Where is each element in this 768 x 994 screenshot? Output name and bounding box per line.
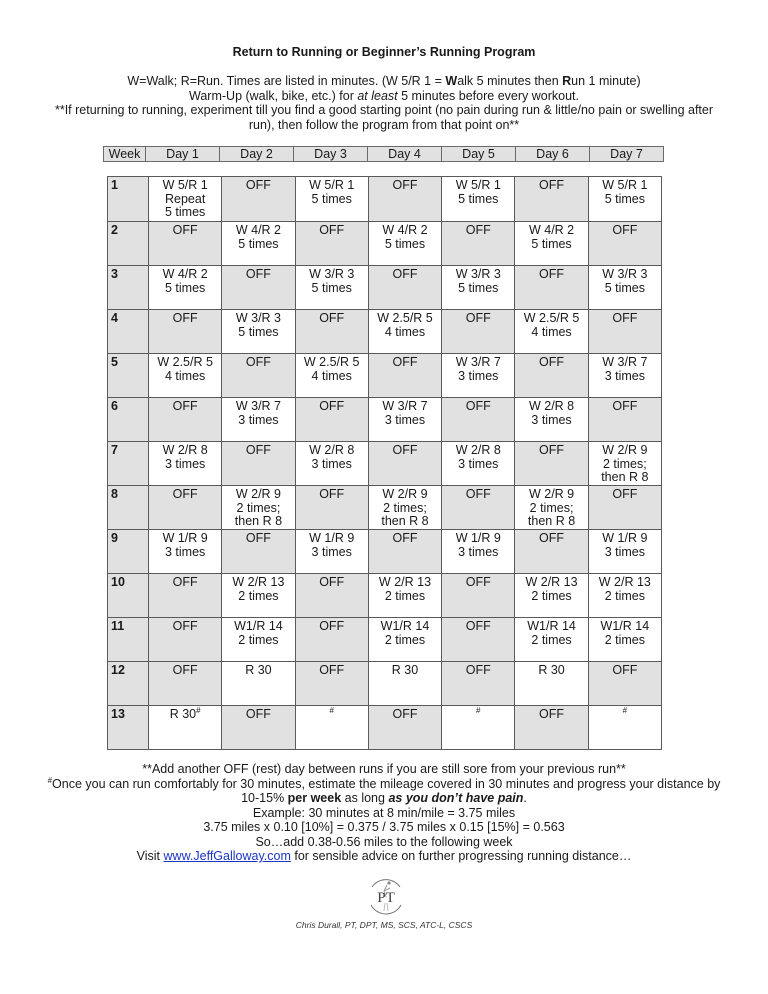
day-2-cell <box>222 310 295 354</box>
cell-line: W 1/R 9 <box>309 531 355 545</box>
cell-line: 2 times <box>531 588 572 603</box>
day-2-cell <box>222 266 295 310</box>
week-row-10 <box>108 574 662 618</box>
cell-line: 3 times <box>384 412 426 427</box>
cell-line: OFF <box>245 443 271 457</box>
cell-line: W 4/R 2 <box>382 223 428 237</box>
day-1-cell <box>149 486 222 530</box>
cell-line: W 2/R 9 <box>602 443 648 457</box>
week-number: 12 <box>108 662 149 706</box>
cell-line: 5 times <box>164 280 206 295</box>
day-7-cell <box>588 177 661 222</box>
warmup-line: Warm-Up (walk, bike, etc.) for at least 5 minutes before every workout. <box>189 88 579 103</box>
cell-line: 3 times <box>164 544 206 559</box>
cell-line: OFF <box>612 311 638 325</box>
cell-line: W 2.5/R 5 <box>523 311 580 325</box>
cell-line: W 2/R 8 <box>455 443 501 457</box>
day-3-cell <box>295 266 368 310</box>
cell-line: 2 times <box>384 588 426 603</box>
cell-line: OFF <box>245 267 271 281</box>
cell-line: 3 times <box>311 544 352 559</box>
week-number: 2 <box>108 222 149 266</box>
cell-line: W 4/R 2 <box>162 267 208 281</box>
cell-line: OFF <box>172 663 198 677</box>
cell-line: OFF <box>392 178 418 192</box>
cell-line: OFF <box>319 487 345 501</box>
cell-line: OFF <box>539 443 565 457</box>
day-4-cell <box>368 662 441 706</box>
rest-day-note: **Add another OFF (rest) day between runs if you are still sore from your previous run** <box>142 762 626 776</box>
week-row-12 <box>108 662 662 706</box>
cell-line: 2 times; <box>602 456 647 471</box>
cell-line: 2 times <box>604 632 645 647</box>
cell-line: 5 times <box>531 236 572 251</box>
cell-line: W 1/R 9 <box>162 531 208 545</box>
cell-line: 2 times <box>604 588 645 603</box>
cell-line: OFF <box>539 707 565 721</box>
week-number: 8 <box>108 486 149 530</box>
cell-line: OFF <box>172 619 198 633</box>
day-3-cell <box>295 177 368 222</box>
cell-line: W 2/R 9 <box>382 487 428 501</box>
day-5-cell <box>442 310 515 354</box>
week-number: 13 <box>108 706 149 750</box>
cell-line: then R 8 <box>527 514 576 529</box>
cell-line <box>296 708 368 722</box>
week-number: 6 <box>108 398 149 442</box>
cell-line: 2 times; <box>383 500 427 515</box>
day-2-cell <box>222 662 295 706</box>
footnote-marker: # <box>329 706 334 715</box>
footer-notes <box>20 762 748 864</box>
cell-line: 3 times <box>458 456 499 471</box>
cell-line: OFF <box>172 487 198 501</box>
day-7-cell <box>588 442 661 486</box>
day-1-cell <box>149 662 222 706</box>
cell-line: OFF <box>465 399 491 413</box>
cell-line: OFF <box>172 311 198 325</box>
cell-line: 3 times <box>458 368 499 383</box>
cell-line: 5 times <box>311 280 352 295</box>
cell-line: 4 times <box>311 368 352 383</box>
day-2-cell <box>222 574 295 618</box>
day-5-cell <box>442 530 515 574</box>
cell-line: OFF <box>392 707 418 721</box>
header-week: Week <box>104 147 146 162</box>
day-4-cell <box>368 530 441 574</box>
footnote-marker: # <box>476 706 481 715</box>
cell-line: OFF <box>172 399 198 413</box>
day-3-cell <box>295 486 368 530</box>
day-3-cell <box>295 354 368 398</box>
cell-line: OFF <box>392 531 418 545</box>
svg-text:PT: PT <box>377 890 395 906</box>
day-4-cell <box>368 354 441 398</box>
example-line-3: So…add 0.38-0.56 miles to the following week <box>255 834 513 849</box>
day-6-cell <box>515 177 588 222</box>
week-row-8 <box>108 486 662 530</box>
cell-line: 2 times <box>238 588 279 603</box>
week-number: 9 <box>108 530 149 574</box>
intro-text <box>30 74 738 132</box>
header-day-4: Day 4 <box>368 147 442 162</box>
cell-line: OFF <box>539 355 565 369</box>
cell-line: R 30 <box>245 663 272 677</box>
cell-line: W 2/R 8 <box>528 399 575 413</box>
cell-line: W 3/R 7 <box>455 355 501 369</box>
day-5-cell <box>442 398 515 442</box>
day-5-cell <box>442 662 515 706</box>
day-2-cell <box>222 222 295 266</box>
cell-line: OFF <box>172 223 198 237</box>
cell-line: 5 times <box>604 280 645 295</box>
cell-line: 3 times <box>164 456 206 471</box>
day-2-cell <box>222 486 295 530</box>
cell-line: OFF <box>612 487 638 501</box>
day-6-cell <box>515 442 588 486</box>
cell-line: OFF <box>319 311 345 325</box>
cell-line: OFF <box>539 531 565 545</box>
day-5-cell <box>442 486 515 530</box>
cell-line: OFF <box>319 575 345 589</box>
cell-line: OFF <box>465 663 491 677</box>
day-4-cell <box>368 266 441 310</box>
cell-line: R 30# <box>169 706 201 721</box>
legend-line: W=Walk; R=Run. Times are listed in minutes. (W 5/R 1 = Walk 5 minutes then Run 1 minute) <box>127 74 641 88</box>
day-6-cell <box>515 662 588 706</box>
cell-line <box>589 708 661 722</box>
cell-line: 2 times <box>531 632 572 647</box>
returning-note-line1: **If returning to running, experiment till you find a good starting point (no pain during run & little/no pain or swelling after <box>54 103 714 117</box>
day-4-cell <box>368 486 441 530</box>
returning-note-line2: run), then follow the program from that point on** <box>248 117 520 132</box>
cell-line: 3 times <box>311 456 352 471</box>
cell-line: W 3/R 7 <box>602 355 648 369</box>
week-row-2 <box>108 222 662 266</box>
cell-line: OFF <box>465 575 491 589</box>
day-7-cell <box>588 662 661 706</box>
cell-line: 5 times <box>311 191 352 206</box>
cell-line: R 30 <box>391 663 419 677</box>
header-day-5: Day 5 <box>442 147 516 162</box>
week-row-5 <box>108 354 662 398</box>
cell-line: 4 times <box>164 368 206 383</box>
jeffgalloway-link[interactable]: www.JeffGalloway.com <box>163 849 291 863</box>
week-row-4 <box>108 310 662 354</box>
week-row-3 <box>108 266 662 310</box>
day-7-cell <box>588 486 661 530</box>
cell-line: OFF <box>539 267 565 281</box>
cell-line: W 2.5/R 5 <box>303 355 360 369</box>
week-number: 3 <box>108 266 149 310</box>
cell-line: W 2/R 9 <box>528 487 575 501</box>
page-title: Return to Running or Beginner’s Running Program <box>232 45 536 59</box>
cell-line: then R 8 <box>234 514 283 529</box>
day-5-cell <box>442 442 515 486</box>
day-2-cell <box>222 706 295 750</box>
cell-line: W 3/R 7 <box>235 399 281 413</box>
day-5-cell <box>442 266 515 310</box>
day-2-cell <box>222 530 295 574</box>
day-7-cell <box>588 574 661 618</box>
header-day-2: Day 2 <box>220 147 294 162</box>
cell-line: W 5/R 1 <box>602 178 648 192</box>
day-2-cell <box>222 442 295 486</box>
cell-line: OFF <box>245 531 271 545</box>
day-1-cell <box>149 177 222 222</box>
cell-line: 5 times <box>384 236 426 251</box>
day-5-cell <box>442 574 515 618</box>
day-6-cell <box>515 530 588 574</box>
day-4-cell <box>368 618 441 662</box>
cell-line: 5 times <box>458 280 499 295</box>
day-6-cell <box>515 266 588 310</box>
cell-line: W 3/R 7 <box>382 399 428 413</box>
header-row <box>104 147 664 162</box>
day-7-cell <box>588 222 661 266</box>
cell-line: 2 times <box>238 632 279 647</box>
cell-line: 4 times <box>384 324 426 339</box>
week-row-7 <box>108 442 662 486</box>
cell-line: 2 times <box>384 632 426 647</box>
day-6-cell <box>515 222 588 266</box>
week-row-13 <box>108 706 662 750</box>
cell-line: OFF <box>319 619 345 633</box>
day-1-cell <box>149 310 222 354</box>
cell-line: OFF <box>245 178 271 192</box>
day-7-cell <box>588 706 661 750</box>
day-6-cell <box>515 398 588 442</box>
day-3-cell <box>295 442 368 486</box>
cell-line: then R 8 <box>601 470 649 485</box>
day-6-cell <box>515 618 588 662</box>
day-5-cell <box>442 222 515 266</box>
cell-line: OFF <box>245 355 271 369</box>
cell-line: OFF <box>612 663 638 677</box>
day-1-cell <box>149 530 222 574</box>
day-3-cell <box>295 222 368 266</box>
cell-line: W 3/R 3 <box>235 311 281 325</box>
cell-line: W 5/R 1 <box>162 178 208 192</box>
day-6-cell <box>515 574 588 618</box>
week-number: 5 <box>108 354 149 398</box>
header-day-3: Day 3 <box>294 147 368 162</box>
cell-line: W 5/R 1 <box>455 178 501 192</box>
cell-line: OFF <box>392 355 418 369</box>
cell-line: 3 times <box>458 544 499 559</box>
progression-rate-note: 10-15% per week as long as you don’t have pain. <box>241 791 527 805</box>
cell-line: OFF <box>612 223 638 237</box>
cell-line: W1/R 14 <box>380 619 430 633</box>
day-7-cell <box>588 310 661 354</box>
cell-line: OFF <box>539 178 565 192</box>
cell-line: W 2.5/R 5 <box>377 311 433 325</box>
cell-line: W 3/R 3 <box>602 267 648 281</box>
cell-line: W 2/R 9 <box>235 487 281 501</box>
day-2-cell <box>222 398 295 442</box>
cell-line: 5 times <box>238 324 279 339</box>
schedule-header-table <box>103 146 664 162</box>
day-2-cell <box>222 354 295 398</box>
day-2-cell <box>222 618 295 662</box>
day-1-cell <box>149 222 222 266</box>
day-6-cell <box>515 706 588 750</box>
cell-line: W 5/R 1 <box>309 178 355 192</box>
schedule-table <box>107 176 662 750</box>
day-1-cell <box>149 618 222 662</box>
cell-line: 2 times; <box>529 500 574 515</box>
week-number: 4 <box>108 310 149 354</box>
example-line-1: Example: 30 minutes at 8 min/mile = 3.75 miles <box>252 805 516 820</box>
cell-line: OFF <box>465 223 491 237</box>
week-row-11 <box>108 618 662 662</box>
day-5-cell <box>442 354 515 398</box>
cell-line: Repeat <box>164 191 206 206</box>
cell-line: OFF <box>319 399 345 413</box>
cell-line: W 2/R 8 <box>162 443 208 457</box>
cell-line: 4 times <box>531 324 572 339</box>
cell-line: OFF <box>465 487 491 501</box>
cell-line: OFF <box>172 575 198 589</box>
cell-line: W1/R 14 <box>234 619 283 633</box>
day-7-cell <box>588 354 661 398</box>
cell-line: then R 8 <box>381 514 429 529</box>
cell-line: W1/R 14 <box>600 619 650 633</box>
day-3-cell <box>295 310 368 354</box>
pt-logo-icon <box>364 875 408 917</box>
day-5-cell <box>442 706 515 750</box>
cell-line: OFF <box>392 267 418 281</box>
day-1-cell <box>149 266 222 310</box>
cell-line: 5 times <box>604 191 645 206</box>
day-4-cell <box>368 442 441 486</box>
cell-line: OFF <box>612 399 638 413</box>
day-6-cell <box>515 486 588 530</box>
day-4-cell <box>368 706 441 750</box>
progression-note: #Once you can run comfortably for 30 minutes, estimate the mileage covered in 30 minutes and progress your distance by <box>47 775 721 791</box>
cell-line: W 4/R 2 <box>528 223 575 237</box>
cell-line: W1/R 14 <box>527 619 576 633</box>
cell-line: W 2.5/R 5 <box>157 355 213 369</box>
day-1-cell <box>149 442 222 486</box>
day-3-cell <box>295 618 368 662</box>
cell-line: W 2/R 13 <box>598 575 651 589</box>
week-number: 11 <box>108 618 149 662</box>
cell-line: 5 times <box>458 191 499 206</box>
cell-line: OFF <box>465 311 491 325</box>
cell-line: W 3/R 3 <box>309 267 355 281</box>
day-7-cell <box>588 618 661 662</box>
header-day-6: Day 6 <box>516 147 590 162</box>
week-row-9 <box>108 530 662 574</box>
footnote-marker: # <box>622 706 628 715</box>
day-3-cell <box>295 574 368 618</box>
day-4-cell <box>368 398 441 442</box>
day-1-cell <box>149 706 222 750</box>
week-number: 7 <box>108 442 149 486</box>
day-5-cell <box>442 618 515 662</box>
header-day-1: Day 1 <box>146 147 220 162</box>
week-number: 1 <box>108 177 149 222</box>
cell-line: OFF <box>465 619 491 633</box>
cell-line: 3 times <box>238 412 279 427</box>
cell-line: 3 times <box>604 368 645 383</box>
cell-line: OFF <box>392 443 418 457</box>
day-5-cell <box>442 177 515 222</box>
cell-line: 3 times <box>531 412 572 427</box>
day-3-cell <box>295 530 368 574</box>
cell-line: W 4/R 2 <box>235 223 281 237</box>
cell-line: W 2/R 13 <box>378 575 432 589</box>
day-7-cell <box>588 530 661 574</box>
week-row-6 <box>108 398 662 442</box>
day-3-cell <box>295 662 368 706</box>
day-4-cell <box>368 310 441 354</box>
cell-line: R 30 <box>538 663 565 677</box>
day-4-cell <box>368 574 441 618</box>
cell-line: 5 times <box>238 236 279 251</box>
week-row-1 <box>108 177 662 222</box>
visit-line: Visit www.JeffGalloway.com for sensible advice on further progressing running distance… <box>136 849 632 863</box>
day-2-cell <box>222 177 295 222</box>
cell-line: W 3/R 3 <box>455 267 501 281</box>
day-1-cell <box>149 574 222 618</box>
day-1-cell <box>149 354 222 398</box>
cell-line <box>442 708 514 722</box>
day-4-cell <box>368 222 441 266</box>
cell-line: OFF <box>319 663 345 677</box>
header-day-7: Day 7 <box>590 147 664 162</box>
day-3-cell <box>295 706 368 750</box>
cell-line: W 2/R 13 <box>232 575 285 589</box>
day-6-cell <box>515 310 588 354</box>
cell-line: 5 times <box>164 205 206 220</box>
footnote-marker: # <box>196 706 201 715</box>
cell-line: OFF <box>319 223 345 237</box>
cell-line: W 1/R 9 <box>455 531 501 545</box>
cell-line: W 2/R 13 <box>525 575 578 589</box>
cell-line: W 1/R 9 <box>602 531 648 545</box>
example-line-2: 3.75 miles x 0.10 [10%] = 0.375 / 3.75 miles x 0.15 [15%] = 0.563 <box>203 820 565 834</box>
day-7-cell <box>588 266 661 310</box>
day-7-cell <box>588 398 661 442</box>
day-1-cell <box>149 398 222 442</box>
day-4-cell <box>368 177 441 222</box>
day-3-cell <box>295 398 368 442</box>
day-6-cell <box>515 354 588 398</box>
cell-line: W 2/R 8 <box>309 443 355 457</box>
week-number: 10 <box>108 574 149 618</box>
author-credit: Chris Durall, PT, DPT, MS, SCS, ATC-L, CSCS <box>295 920 473 930</box>
cell-line: 3 times <box>604 544 645 559</box>
cell-line: 2 times; <box>236 500 281 515</box>
cell-line: OFF <box>245 707 271 721</box>
